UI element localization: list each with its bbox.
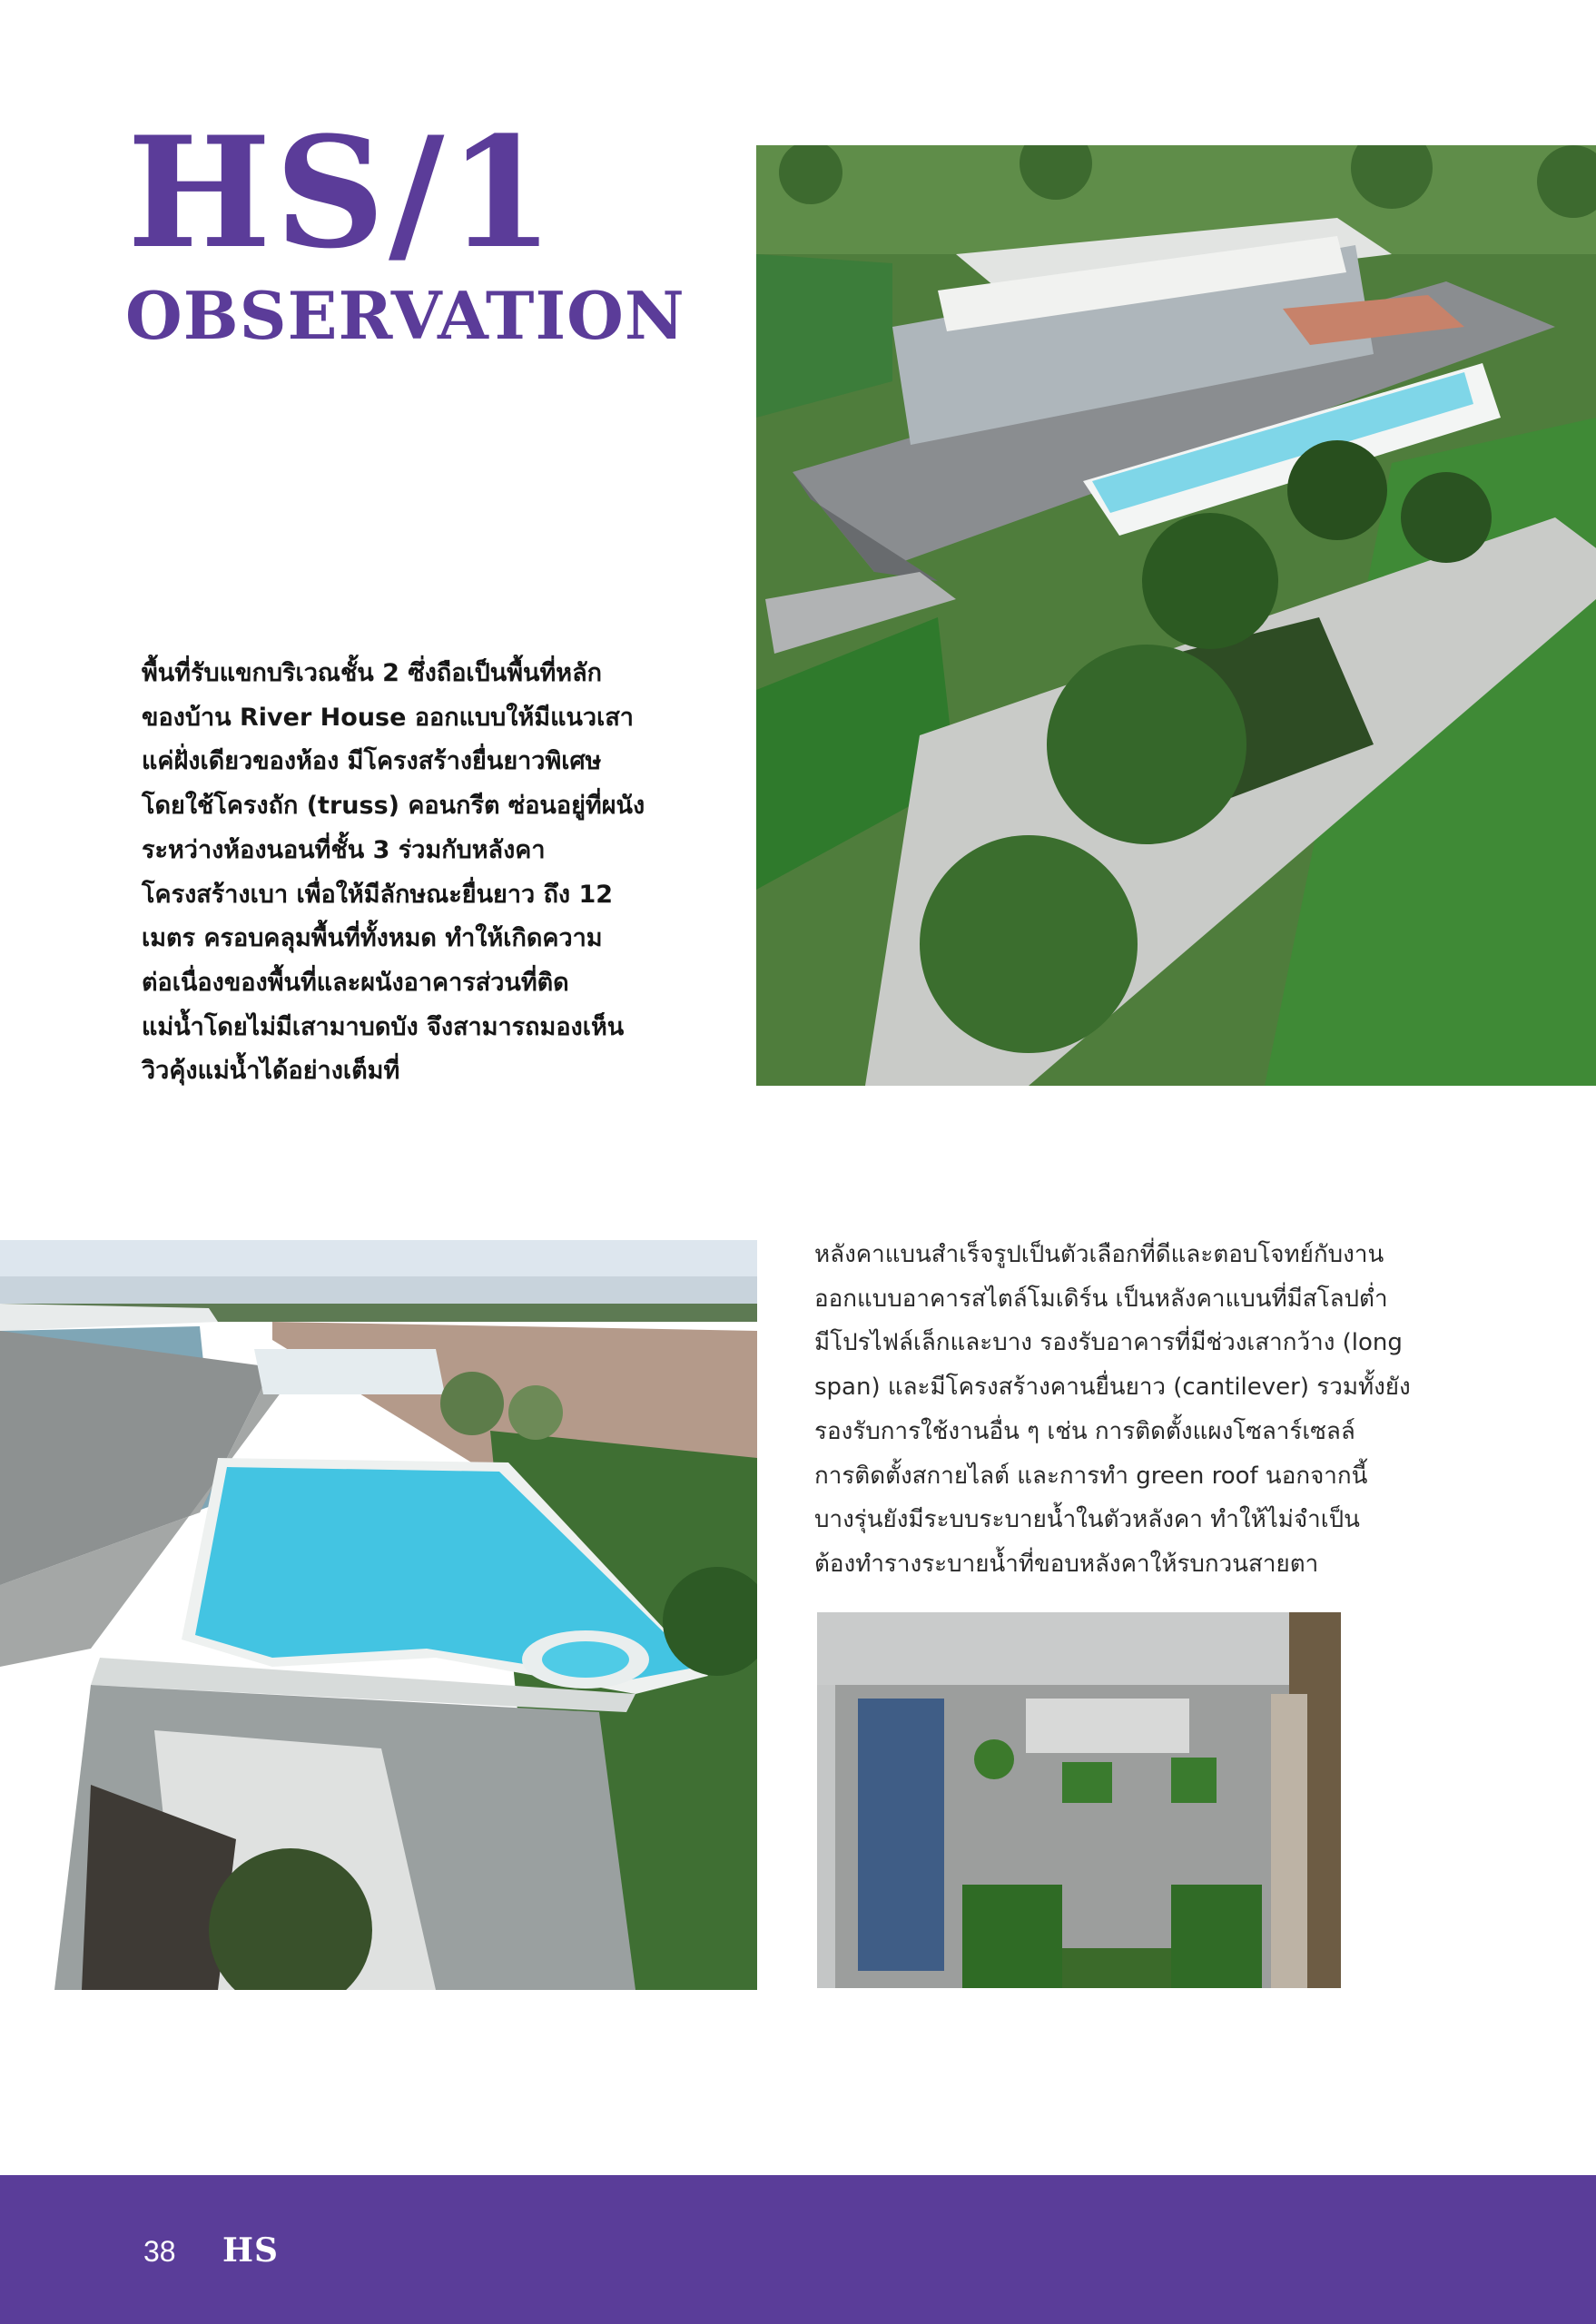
text-line: แม่น้ำโดยไม่มีเสามาบดบัง จึงสามารถมองเห็น [142, 1012, 625, 1041]
text-line: ของบ้าน River House ออกแบบให้มีแนวเสา [142, 703, 634, 732]
text-line: span) และมีโครงสร้างคานยื่นยาว (cantilever) รวมทั้งยัง [814, 1374, 1411, 1402]
footer-logo: HS [222, 2231, 280, 2270]
text-line: วิวคุ้งแม่น้ำได้อย่างเต็มที่ [142, 1057, 400, 1086]
body-text-living-area [142, 652, 704, 1094]
body-text-flat-roof [814, 1233, 1468, 1587]
text-line: โดยใช้โครงถัก (truss) คอนกรีต ซ่อนอยู่ที่ผนัง [142, 792, 645, 821]
aerial-house-photo [756, 145, 1596, 1086]
text-line: โครงสร้างเบา เพื่อให้มีลักษณะยื่นยาว ถึง 12 [142, 880, 614, 909]
text-line: ออกแบบอาคารสไตล์โมเดิร์น เป็นหลังคาแบนที่มีสโลปต่ำ [814, 1285, 1388, 1313]
text-line: บางรุ่นยังมีระบบระบายน้ำในตัวหลังคา ทำให้ไม่จำเป็น [814, 1506, 1360, 1534]
text-line: การติดตั้งสกายไลต์ และการทำ green roof นอกจากนี้ [814, 1462, 1368, 1490]
page-subtitle: OBSERVATION [125, 277, 685, 354]
text-line: พื้นที่รับแขกบริเวณชั้น 2 ซึ่งถือเป็นพื้นที่หลัก [142, 659, 602, 687]
text-line: ระหว่างห้องนอนที่ชั้น 3 ร่วมกับหลังคา [142, 835, 546, 864]
text-line: แค่ฝั่งเดียวของห้อง มีโครงสร้างยื่นยาวพิเศษ [142, 747, 602, 776]
pool-river-photo [0, 1240, 757, 1990]
text-line: เมตร ครอบคลุมพื้นที่ทั้งหมด ทำให้เกิดความ [142, 924, 603, 953]
text-line: ต้องทำรางระบายน้ำที่ขอบหลังคาให้รบกวนสายตา [814, 1550, 1319, 1578]
text-line: มีโปรไฟล์เล็กและบาง รองรับอาคารที่มีช่วงเสากว้าง (long [814, 1329, 1403, 1357]
text-line: รองรับการใช้งานอื่น ๆ เช่น การติดตั้งแผงโซลาร์เซลล์ [814, 1417, 1355, 1445]
text-line: ต่อเนื่องของพื้นที่และผนังอาคารส่วนที่ติด [142, 968, 569, 997]
page-number: 38 [143, 2235, 176, 2268]
text-line: หลังคาแบนสำเร็จรูปเป็นตัวเลือกที่ดีและตอบโจทย์กับงาน [814, 1241, 1384, 1268]
page-title: HS/1 [127, 103, 558, 282]
rooftop-solar-photo [817, 1612, 1341, 1988]
